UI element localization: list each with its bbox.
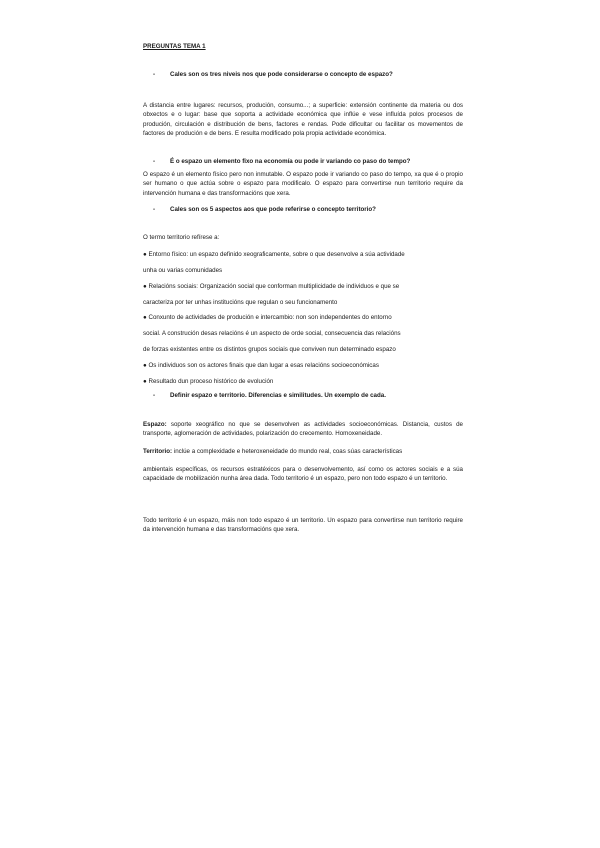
list-item-text: Entorno físico: un espazo definido xeograficamente, sobre o que desenvolve a súa actividade	[148, 251, 405, 258]
list-item-text: Os individuos son os actores finais que dan lugar a esas relacións socioeconómicas	[148, 362, 379, 369]
bullet: ●	[143, 378, 147, 385]
bullet: ●	[143, 362, 147, 369]
territorio-text: inclúe a complexidade e heteroxeneidade do mundo real, coas súas características	[172, 448, 403, 455]
list-item	[143, 377, 463, 386]
list-item-text: Conxunto de actividades de produción e intercambio: non son independentes do entorno	[148, 314, 392, 321]
question-2: É o espazo un elemento fixo na economía ou pode ir variando co paso do tempo?	[170, 158, 411, 165]
list-item	[143, 282, 463, 291]
definition-espazo	[143, 420, 463, 439]
list-item-continuation: caracteriza por ter unhas institucións que regulan o seu funcionamento	[143, 299, 338, 306]
list-item-text: Relacións sociais: Organización social que conforman multiplicidade de individuos e que se	[148, 283, 400, 290]
answer-1: A distancia entre lugares: recursos, produción, consumo...; a superficie: extensión continente da materia ou dos obxectos e o lugar: base que soporta a actividade económica que inflúe e vese influída polos procesos de produción, circulación e distribución de bens, factores e rendas. Pode dificultar ou facilitar os movementos de factores de produción e de bens. E resulta modificado pola propia actividade económica.	[143, 102, 463, 138]
answer-3-intro: O termo territorio refírese a:	[143, 234, 220, 241]
closing-paragraph: Todo territorio é un espazo, máis non todo espazo é un territorio. Un espazo para convertirse nun territorio require da intervención humana e das transformacións que xera.	[143, 517, 463, 534]
question-dash: -	[153, 392, 156, 399]
list-item	[143, 313, 463, 322]
list-item	[143, 361, 463, 370]
territorio-label: Territorio:	[143, 448, 173, 455]
espazo-label: Espazo:	[143, 421, 167, 428]
question-dash: -	[153, 158, 156, 165]
bullet: ●	[143, 283, 147, 290]
answer-2: O espazo é un elemento físico pero non inmutable. O espazo pode ir variando co paso do tempo, xa que é o propio ser humano o que actúa sobre o espazo para modificalo. O espazo para convertirse nun territorio require da intervención humana e das transformacións que xera.	[143, 171, 463, 197]
list-item-text: Resultado dun proceso histórico de evolución	[148, 378, 274, 385]
bullet: ●	[143, 314, 147, 321]
question-dash: -	[153, 206, 156, 213]
list-item-continuation: social. A construción desas relacións é un aspecto de orde social, consecuencia das relacións	[143, 330, 401, 337]
list-item-continuation: unha ou varias comunidades	[143, 267, 223, 274]
list-item	[143, 250, 463, 259]
document-title: PREGUNTAS TEMA 1	[143, 43, 206, 50]
bullet: ●	[143, 251, 147, 258]
territorio-continuation: ambientais específicas, os recursos estratéxicos para o desenvolvemento, así como os actores sociais e a súa capacidade de mobilización nunha área dada. Todo territorio é un espazo, pero non todo espazo é un territorio.	[143, 466, 463, 483]
list-item-continuation: de forzas existentes entre os distintos grupos sociais que conviven nun determinado espazo	[143, 346, 396, 353]
question-dash: -	[153, 71, 156, 78]
question-3: Cales son os 5 aspectos aos que pode referirse o concepto territorio?	[170, 206, 376, 213]
espazo-text: soporte xeográfico no que se desenvolven as actividades socioeconómicas. Distancia, custos de transporte, aglomeración de actividades, polarización do crecemento. Homoxeneidade.	[143, 421, 463, 438]
definition-territorio	[143, 447, 463, 456]
question-4: Definir espazo e territorio. Diferencias e similitudes. Un exemplo de cada.	[170, 392, 386, 399]
question-1: Cales son os tres niveis nos que pode considerarse o concepto de espazo?	[170, 71, 393, 78]
